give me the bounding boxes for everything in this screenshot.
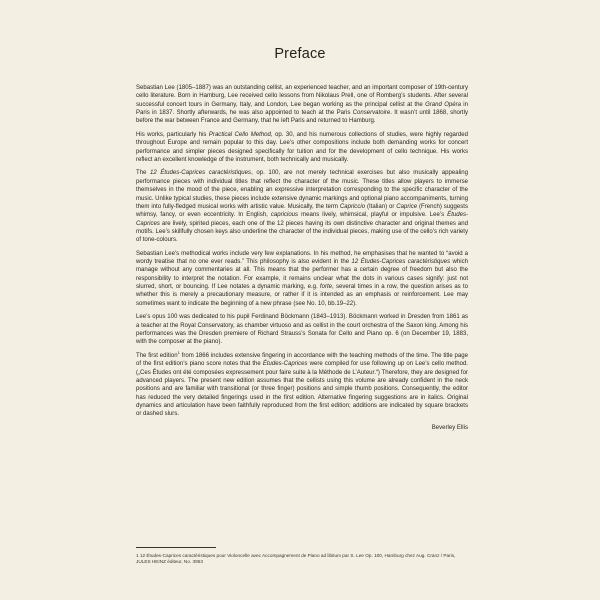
page-title: Preface [274,46,326,62]
text-run: The first edition [136,352,178,359]
text-run: were compiled for use following up on Lee’s cello method. („Ces Études ont été composées expressement pour faire suite à la Méthode de L’Auteur.“) Therefore, they are designed for advanced players. The present new edition assumes that the cellists using this volume are already confident in the neck positions and are familiar with transitional (or three finger) positions and simple thumb positions. Consequently, the editor has reduced the very detailed fingerings used in the first edition. Alternative fingering suggestions are in italics. Original dynamics and articulation have been faithfully reproduced from the first edition; additions are indicated by square brackets or dashed slurs. [136,361,468,418]
text-run: Sebastian Lee (1805–1887) was an outstanding cellist, an experienced teacher, and an important composer of 19th-century cello literature. Born in Hamburg, Lee received cello lessons from Nikolaus Prell, one of Romberg’s students. After several successful concert tours in Germany, Italy, and London, Lee began working as the principal cellist at the [136,85,468,108]
italic-run: capricious [270,212,299,219]
paragraph-dedication [136,313,468,346]
italic-run: 12 Études-Caprices caractéristiques [351,259,451,266]
italic-run: Études-Caprices [262,361,308,368]
italic-run: Practical Cello Method [208,131,271,138]
paragraph-works [136,131,468,164]
text-run: are lively, spirited pieces, each one of the 12 pieces having its own distinctive character and original themes and motifs. Lee’s skillfully chosen keys also underline the character of the individual pieces, making use of the cello’s rich variety of tone-colours. [136,220,468,244]
text-run: , op. 100, are not merely technical exercises but also musically appealing performance pieces with individual titles that reflect the character of the music. These titles allow players to immerse themselves in the mood of the piece, enabling an expressive interpretation corresponding to the specific character of the music. Unlike typical studies, these pieces include extensive dynamic markings and optional piano accompaniments, turning them into fully-fledged musical works with artistic value. Musically, the term [136,170,468,210]
text-run: , op. 30, and his numerous collections of studies, were highly regarded throughout Europe and remain popular to this day. Lee’s other compositions include both demanding works for concert performance and simpler pieces designed specifically for tuition and for the development of cello technique. His works reflect an excellent knowledge of the instrument, both technically and musically. [136,131,469,163]
paragraph-method [136,250,468,308]
text-run: His works, particularly his [136,131,209,138]
text-run: which manage without any commentaries at all. This means that the performer has a certain degree of freedom but also the responsibility to interpret the notation. For example, it remains unclear what the dots in various cases signify: just not slurred, short, or bouncing. If Lee notates a dynamic marking, e.g. [136,259,469,291]
italic-run: Caprice [396,203,418,210]
text-run: from 1866 includes extensive fingering in accordance with the teaching methods of the time. The title page of the first edition’s piano score notes that the [136,352,468,368]
text-run: The [136,170,151,177]
paragraph-etudes-caprices [136,169,468,244]
text-run: means lively, whimsical, playful or impulsive. Lee’s [298,212,448,219]
text-run: , several times in a row, the question arises as to whether this is merely a precautionary measure, or rather if it is intended as an emphasis or reinforcement. Lee may sometimes want to indicate the beginning of a new phrase (see No. 10, bb.19–22). [136,284,468,307]
paragraph-first-edition [136,349,468,419]
italic-run: Conservatoire [352,110,391,117]
text-run: (French) suggests whimsy, fancy, or even eccentricity. In English, [136,203,468,219]
text-run: (Italian) or [365,203,397,210]
paragraph-biography [136,84,468,126]
text-run: in Paris in 1837. Shortly afterwards, he was also appointed to teach at the Paris [136,101,468,117]
footnote-divider [136,547,216,548]
text-run: Lee’s opus 100 was dedicated to his pupil Ferdinand Böckmann (1843–1913). Böckmann worked in Dresden from 1861 as a teacher at the Royal Conservatory, as chamber virtuoso and as cellist in the court orchestra of the Saxon king. Among his performances was the Dresden premiere of Richard Strauss’s Sonata for Cello and Piano op. 6 (on December 19, 1883, with the composer at the piano). [136,314,468,346]
text-run: . It wasn’t until 1868, shortly before the war between France and Germany, that he left Paris and returned to Hamburg. [136,110,468,125]
italic-run: Grand Opéra [425,101,461,108]
text-run: Sebastian Lee’s methodical works include very few explanations. In his method, he emphasises that he wanted to “avoid a wordy treatise that no one ever reads.” This philosophy is also evident in the [136,250,468,266]
footnote: 1 12 Études-Caprices caractéristiques pour Violoncelle avec Accompagnement de Piano ad libitum par S. Lee Op. 100, Hamburg chez Aug. Cranz / Paris, JULES HEINZ éditeur, No. 3953 [136,553,456,565]
italic-run: 12 Études-Caprices caractéristiques [150,170,252,177]
preface-body [136,84,468,432]
italic-run: Capriccio [339,203,366,210]
italic-run: forte [319,284,333,291]
signature: Beverley Ellis [431,424,468,431]
footnote-ref: 1 [177,349,180,355]
italic-run: Études-Caprices [136,212,468,227]
